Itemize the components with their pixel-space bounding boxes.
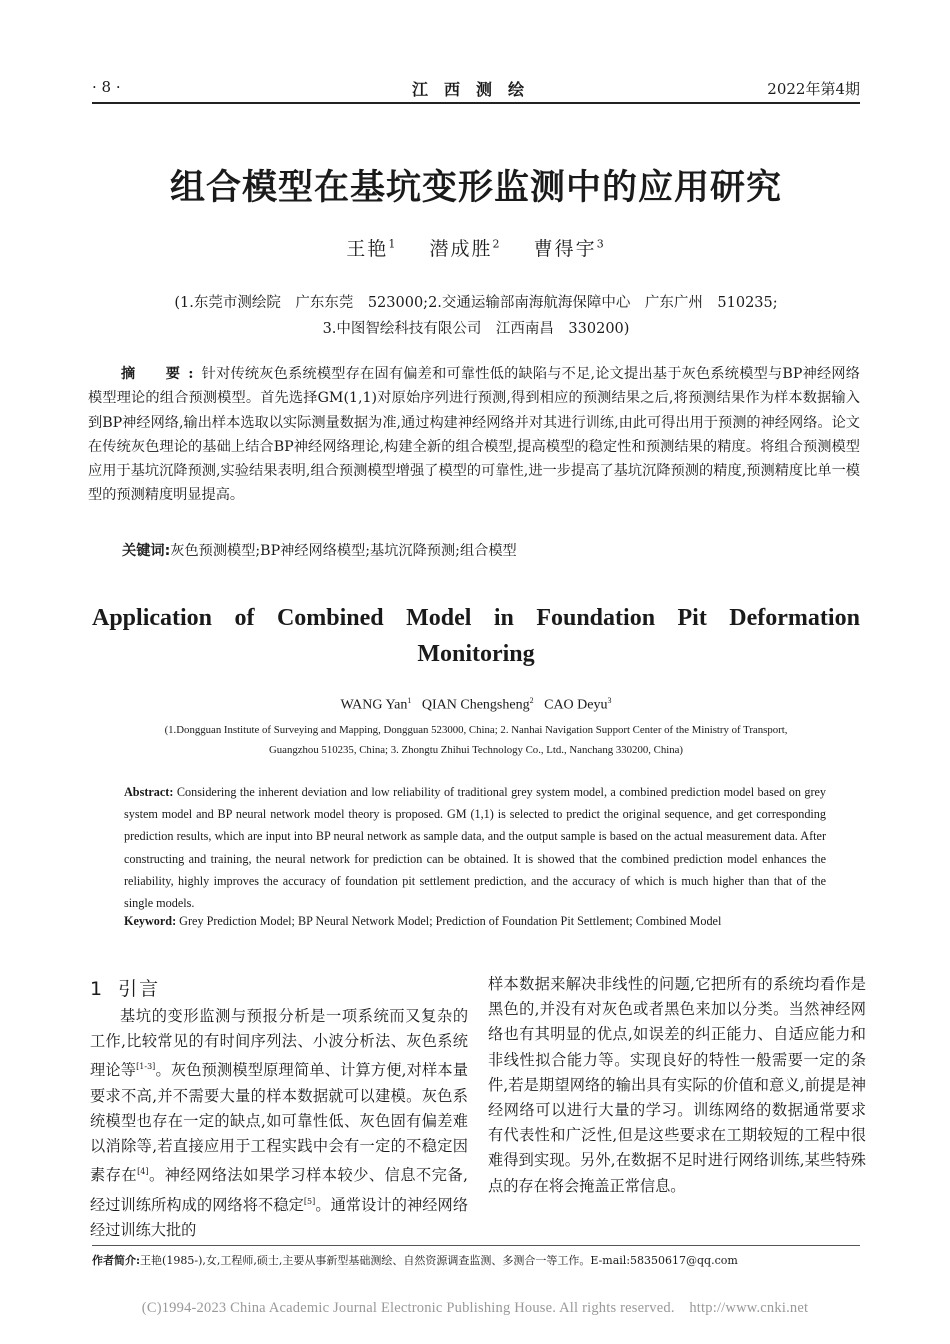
section-heading — [90, 976, 468, 1002]
journal-name: 江西测绘 — [411, 80, 540, 99]
body-column-left — [90, 976, 468, 1243]
title-word: Application — [92, 605, 213, 631]
title-english — [92, 600, 860, 672]
paragraph — [90, 1004, 468, 1243]
author-name: 曹得宇 — [533, 238, 597, 260]
affiliation-line: 3.中图智绘科技有限公司 江西南昌 330200) — [322, 321, 630, 337]
author-name: 潜成胜 — [429, 238, 493, 260]
text-run: 基坑的变形监测与预报分析是一项系统而又复杂的工作,比较常见的有时间序列法、小波分析法、灰色系统理论等 — [90, 1007, 468, 1080]
title-english-line1 — [92, 600, 860, 636]
author-sup: 1 — [407, 696, 412, 705]
text-run: 。通常设计的神经网络经过训练大批的 — [90, 1195, 469, 1239]
keywords-chinese — [122, 540, 862, 560]
keywords-english — [124, 914, 864, 929]
text-run: 。灰色预测模型原理简单、计算方便,对样本量要求不高,并不需要大量的样本数据就可以建模。灰色系统模型也存在一定的缺点,如可靠性低、灰色固有偏差难以消除等,若直接应用于工程实践中会有一定的不稳定因素存在 — [90, 1061, 469, 1185]
abstract-label: 摘 要: — [121, 366, 202, 382]
citation: [5] — [303, 1196, 316, 1206]
affiliation-line: (1.Dongguan Institute of Surveying and Mapping, Dongguan 523000, China; 2. Nanhai Navigation Support Center of the Ministry of Transport, — [164, 724, 788, 736]
keywords-text: Grey Prediction Model; BP Neural Network Model; Prediction of Foundation Pit Settlement; Combined Model — [179, 914, 722, 928]
affiliation-chinese — [92, 290, 860, 342]
abstract-text: Considering the inherent deviation and low reliability of traditional grey system model, a combined prediction model based on grey system model and BP neural network model theory is proposed. GM (1,1) is selected to predict the original sequence, and get corresponding prediction results, which are input into BP neural network as sample data, and the output sample is based on the actual measurement data. After constructing and training, the neural network for prediction can be obtained. It is showed that the combined prediction model enhances the reliability, highly improves the accuracy of foundation pit settlement prediction, and the accuracy of which is much higher than that of the single models. — [124, 785, 827, 911]
issue-label: 2022年第4期 — [767, 80, 860, 98]
author-sup: 1 — [388, 237, 398, 251]
title-word: Model — [406, 605, 472, 631]
citation: [1-3] — [136, 1062, 156, 1072]
author-sup: 2 — [492, 237, 502, 251]
affiliation-line: (1.东莞市测绘院 广东东莞 523000;2.交通运输部南海航海保障中心 广东广州 510235; — [174, 295, 778, 311]
author-name: WANG Yan — [340, 697, 408, 713]
author-sup: 2 — [529, 696, 534, 705]
title-word: Combined — [276, 605, 384, 631]
paragraph: 样本数据来解决非线性的问题,它把所有的系统均看作是黑色的,并没有对灰色或者黑色来加以分类。当然神经网络也有其明显的优点,如误差的纠正能力、自适应能力和非线性拟合能力等。实现良好的特性一般需要一定的条件,若是期望网络的输出具有实际的价值和意义,前提是神经网络可以进行大量的学习。训练网络的数据通常要求有代表性和广泛性,但是这些要求在工期较短的工程中很难得到实现。另外,在数据不足时进行网络训练,某些特殊点的存在将会掩盖正常信息。 — [488, 975, 866, 1195]
page-number: · 8 · — [92, 78, 121, 96]
footnote-text: 王艳(1985-),女,工程师,硕士,主要从事新型基础测绘、自然资源调查监测、多测合一等工作。E-mail:58350617@qq.com — [140, 1254, 738, 1267]
citation: [4] — [137, 1167, 149, 1177]
copyright-watermark: (C)1994-2023 China Academic Journal Electronic Publishing House. All rights reserved. http://www.cnki.net — [141, 1300, 809, 1316]
text-run: 。神经网络法如果学习样本较少、信息不完备,经过训练所构成的网络将不稳定 — [90, 1166, 469, 1214]
footnote-rule — [92, 1245, 860, 1246]
abstract-label: Abstract: — [124, 785, 174, 799]
author-sup: 3 — [596, 237, 606, 251]
affiliation-english — [92, 720, 860, 760]
title-chinese: 组合模型在基坑变形监测中的应用研究 — [169, 168, 782, 208]
title-word: Foundation — [536, 605, 656, 631]
keywords-label: Keyword: — [124, 914, 177, 928]
title-word: Deformation — [729, 605, 860, 631]
section-title: 引言 — [118, 978, 161, 1000]
abstract-text: 针对传统灰色系统模型存在固有偏差和可靠性低的缺陷与不足,论文提出基于灰色系统模型与BP神经网络模型理论的组合预测模型。首先选择GM(1,1)对原始序列进行预测,得到相应的预测结果之后,将预测结果作为样本数据输入到BP神经网络,输出样本选取以实际测量数据为准,通过构建神经网络并对其进行训练,由此可得出用于预测的神经网络。论文在传统灰色理论的基础上结合BP神经网络理论,构建全新的组合模型,提高模型的稳定性和预测结果的精度。将组合预测模型应用于基坑沉降预测,实验结果表明,组合预测模型增强了模型的可靠性,进一步提高了基坑沉降预测的精度,预测精度比单一模型的预测精度明显提高。 — [88, 366, 860, 504]
authors-english — [92, 696, 860, 714]
author-name: CAO Deyu — [544, 697, 608, 713]
running-header — [92, 74, 860, 102]
title-word: of — [234, 605, 255, 631]
keywords-label: 关键词: — [122, 543, 171, 559]
author-name: QIAN Chengsheng — [421, 697, 530, 713]
body-column-right — [488, 972, 866, 1199]
title-english-line2: Monitoring — [417, 641, 535, 667]
footnote-label: 作者简介: — [92, 1254, 141, 1267]
affiliation-line: Guangzhou 510235, China; 3. Zhongtu Zhihui Technology Co., Ltd., Nanchang 330200, China) — [268, 744, 684, 756]
header-rule — [92, 102, 860, 104]
abstract-chinese — [88, 362, 860, 508]
authors-chinese — [92, 234, 860, 261]
title-word: Pit — [677, 605, 707, 631]
author-sup: 3 — [607, 696, 612, 705]
title-word: in — [493, 605, 514, 631]
author-footnote — [92, 1252, 860, 1268]
abstract-english — [124, 781, 826, 914]
section-number: 1 — [90, 978, 105, 1000]
keywords-text: 灰色预测模型;BP神经网络模型;基坑沉降预测;组合模型 — [170, 543, 517, 559]
author-name: 王艳 — [346, 238, 389, 260]
